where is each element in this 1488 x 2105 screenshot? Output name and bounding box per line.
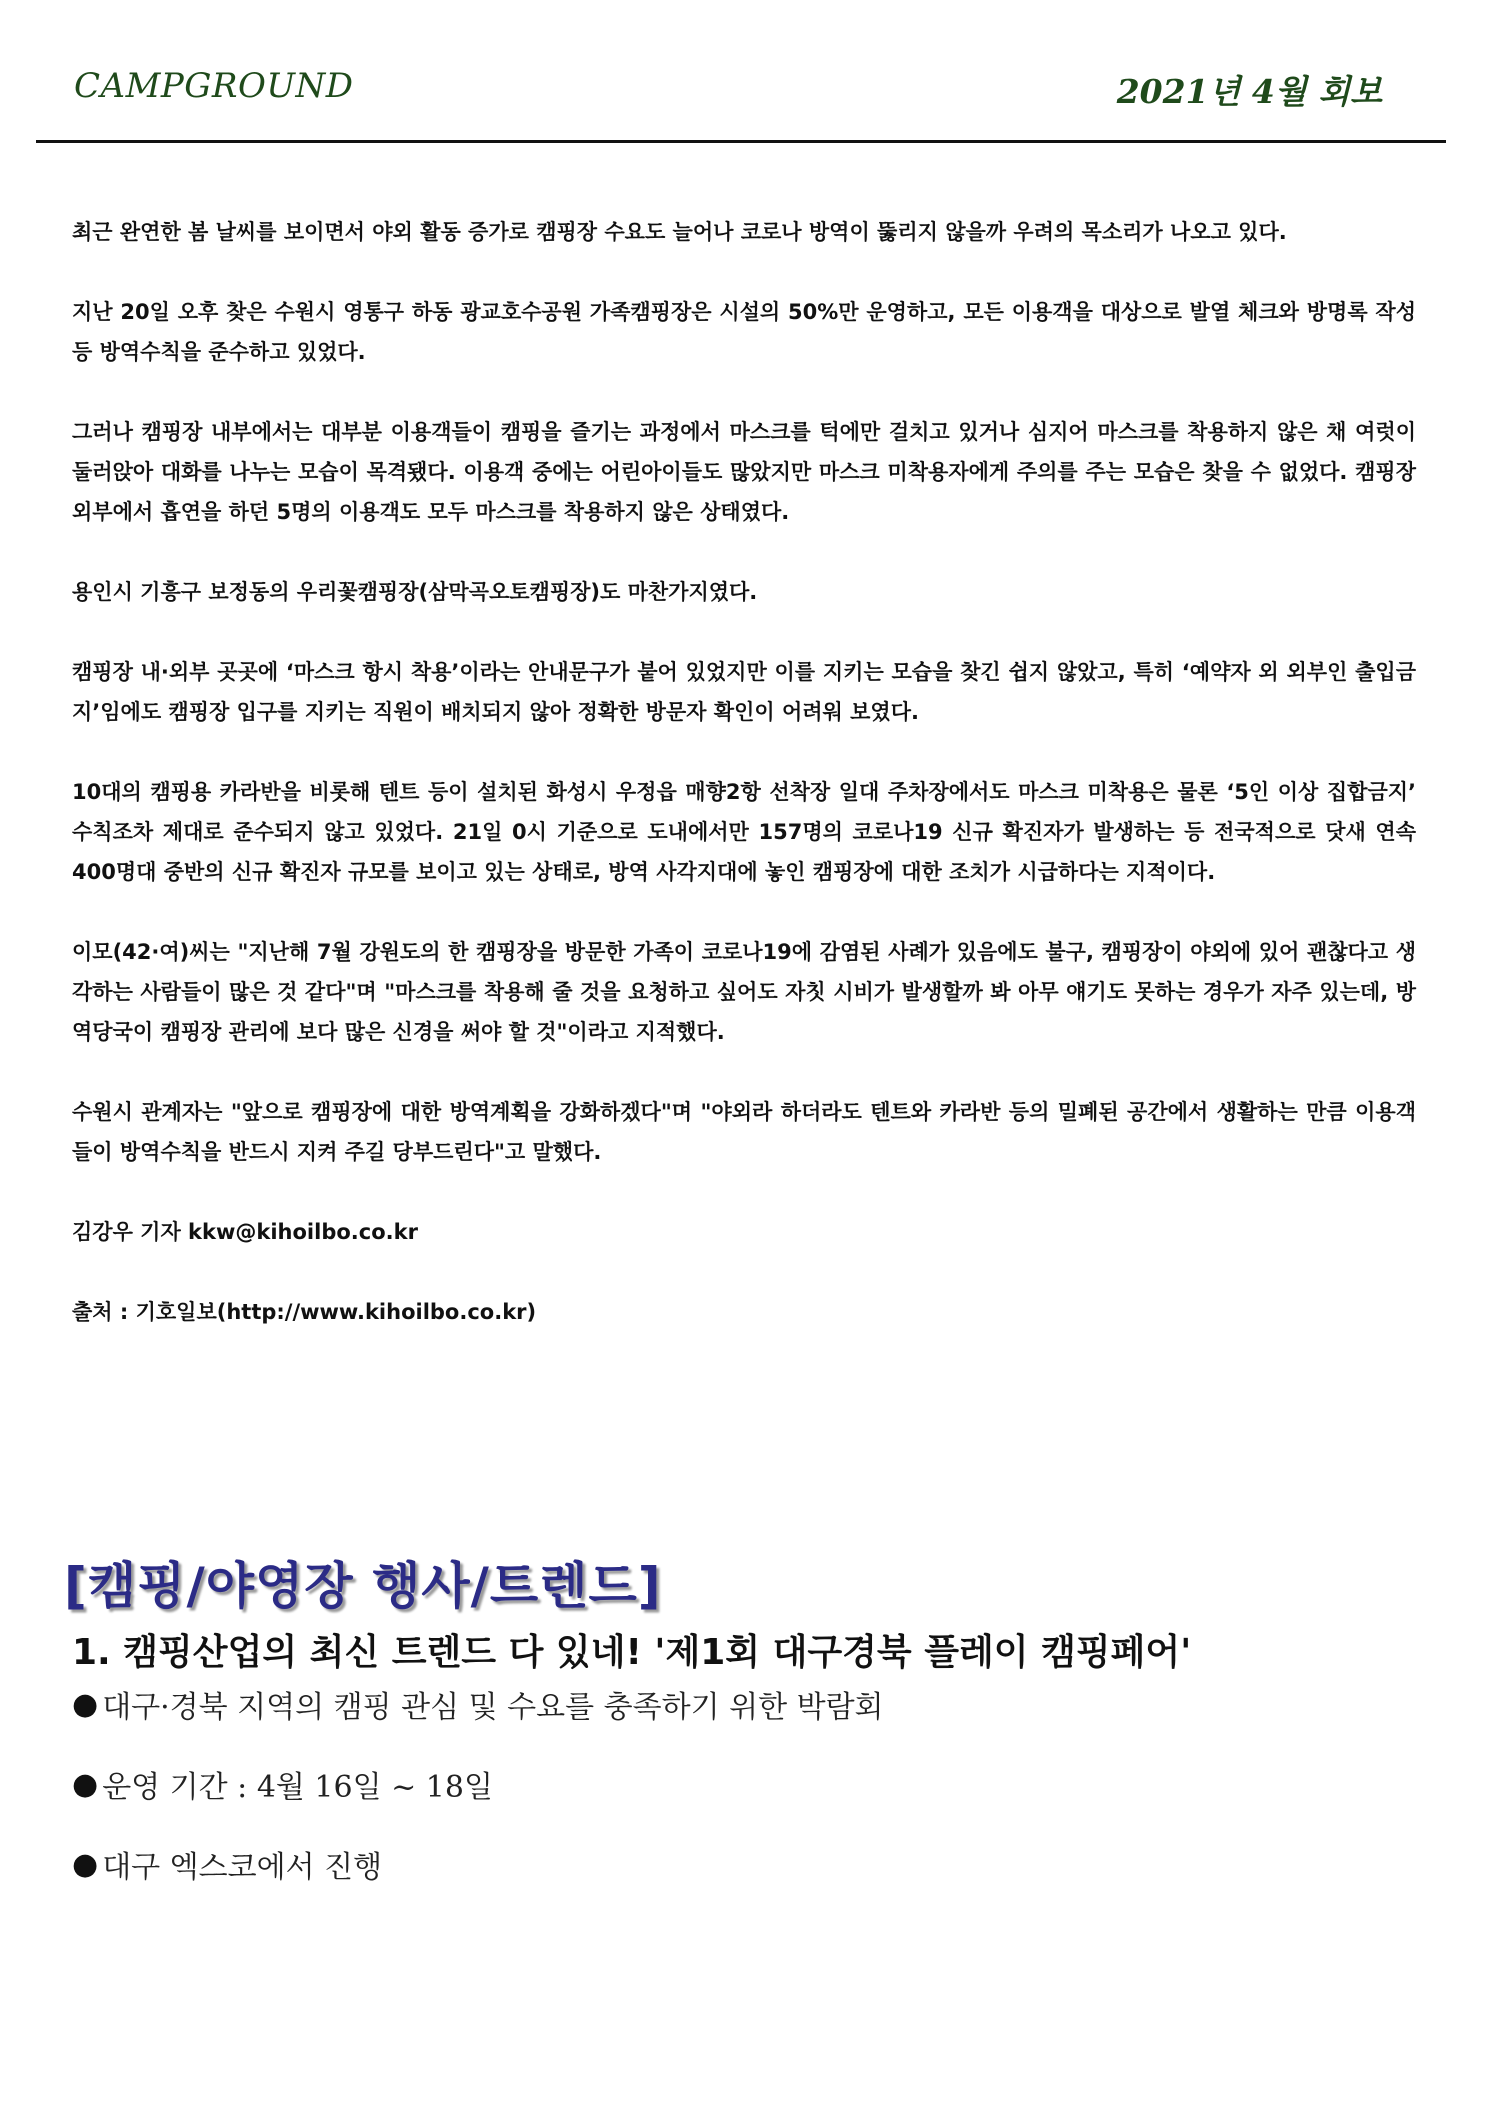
bullet-text: 대구 엑스코에서 진행 [102, 1850, 383, 1885]
article-paragraph: 최근 완연한 봄 날씨를 보이면서 야외 활동 증가로 캠핑장 수요도 늘어나 코로나 방역이 뚫리지 않을까 우려의 목소리가 나오고 있다. [72, 220, 1287, 244]
issue-date: 2021년 4월 회보 [1116, 72, 1382, 111]
event-bullet-list [72, 1680, 1372, 1920]
article-paragraph: 지난 20일 오후 찾은 수원시 영통구 하동 광교호수공원 가족캠핑장은 시설의 50%만 운영하고, 모든 이용객을 대상으로 발열 체크와 방명록 작성 등 방역수칙을 준수하고 있었다. [72, 300, 1416, 364]
event-bullet-item [72, 1840, 1372, 1888]
page-header [36, 60, 1446, 143]
brand-name: CAMPGROUND [74, 66, 354, 106]
article-source: 출처 : 기호일보(http://www.kihoilbo.co.kr) [72, 1300, 537, 1324]
bullet-text: 운영 기간 : 4월 16일 ~ 18일 [102, 1770, 493, 1805]
event-bullet-item [72, 1680, 1372, 1728]
article-paragraph: 이모(42·여)씨는 "지난해 7월 강원도의 한 캠핑장을 방문한 가족이 코로나19에 감염된 사례가 있음에도 불구, 캠핑장이 야외에 있어 괜찮다고 생각하는 사람들이 많은 것 같다"며 "마스크를 착용해 줄 것을 요청하고 싶어도 자칫 시비가 발생할까 봐 아무 얘기도 못하는 경우가 자주 있는데, 방역당국이 캠핑장 관리에 보다 많은 신경을 써야 할 것"이라고 지적했다. [72, 940, 1416, 1044]
reporter-byline: 김강우 기자 kkw@kihoilbo.co.kr [72, 1220, 418, 1244]
event-title: 1. 캠핑산업의 최신 트렌드 다 있네! '제1회 대구경북 플레이 캠핑페어' [72, 1632, 1192, 1673]
event-bullet-item [72, 1760, 1372, 1808]
article-paragraph: 캠핑장 내·외부 곳곳에 ‘마스크 항시 착용’이라는 안내문구가 붙어 있었지만 이를 지키는 모습을 찾긴 쉽지 않았고, 특히 ‘예약자 외 외부인 출입금지’임에도 캠핑장 입구를 지키는 직원이 배치되지 않아 정확한 방문자 확인이 어려워 보였다. [72, 660, 1416, 724]
article-paragraph: 10대의 캠핑용 카라반을 비롯해 텐트 등이 설치된 화성시 우정읍 매향2항 선착장 일대 주차장에서도 마스크 미착용은 물론 ‘5인 이상 집합금지’ 수칙조차 제대로 준수되지 않고 있었다. 21일 0시 기준으로 도내에서만 157명의 코로나19 신규 확진자가 발생하는 등 전국적으로 닷새 연속 400명대 중반의 신규 확진자 규모를 보이고 있는 상태로, 방역 사각지대에 놓인 캠핑장에 대한 조치가 시급하다는 지적이다. [72, 780, 1416, 884]
bullet-icon: ● [72, 1766, 99, 1802]
news-article [72, 212, 1416, 1372]
article-paragraph: 그러나 캠핑장 내부에서는 대부분 이용객들이 캠핑을 즐기는 과정에서 마스크를 턱에만 걸치고 있거나 심지어 마스크를 착용하지 않은 채 여럿이 둘러앉아 대화를 나누는 모습이 목격됐다. 이용객 중에는 어린아이들도 많았지만 마스크 미착용자에게 주의를 주는 모습은 찾을 수 없었다. 캠핑장 외부에서 흡연을 하던 5명의 이용객도 모두 마스크를 착용하지 않은 상태였다. [72, 420, 1416, 524]
bullet-text: 대구·경북 지역의 캠핑 관심 및 수요를 충족하기 위한 박람회 [102, 1690, 884, 1725]
article-paragraph: 수원시 관계자는 "앞으로 캠핑장에 대한 방역계획을 강화하겠다"며 "야외라 하더라도 텐트와 카라반 등의 밀폐된 공간에서 생활하는 만큼 이용객들이 방역수칙을 반드시 지켜 주길 당부드린다"고 말했다. [72, 1100, 1416, 1164]
bullet-icon: ● [72, 1846, 99, 1882]
section-title: [캠핑/야영장 행사/트렌드] [64, 1557, 662, 1615]
bullet-icon: ● [72, 1686, 99, 1722]
article-paragraph: 용인시 기흥구 보정동의 우리꽃캠핑장(삼막곡오토캠핑장)도 마찬가지였다. [72, 580, 758, 604]
